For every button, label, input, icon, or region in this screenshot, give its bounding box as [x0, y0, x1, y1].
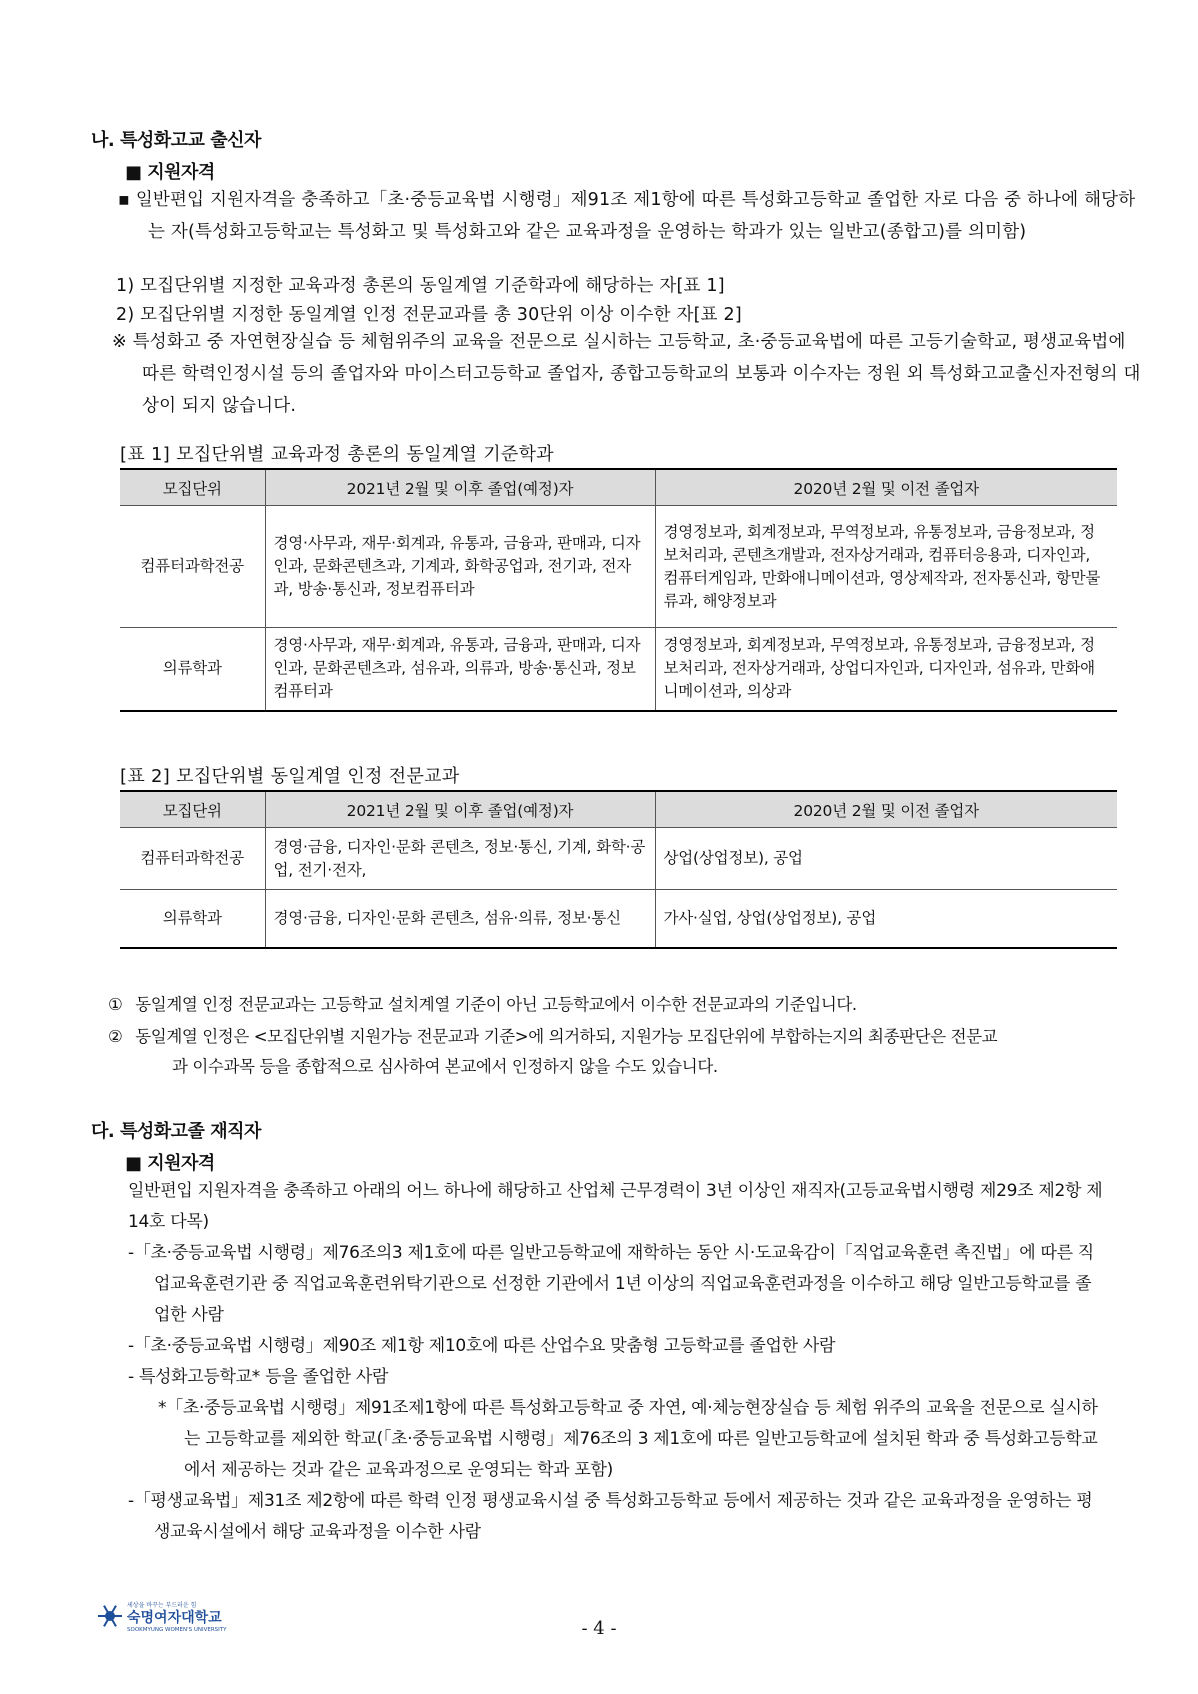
table-cell-unit: 컴퓨터과학전공 [120, 828, 265, 890]
table-cell-after: 경영·금융, 디자인·문화 콘텐츠, 정보·통신, 기계, 화학·공업, 전기·전자, [265, 828, 655, 890]
note-2 [108, 1022, 1118, 1052]
table1-header: 2021년 2월 및 이후 졸업(예정)자 [265, 469, 655, 506]
table-row [120, 628, 1117, 711]
table-cell-unit: 의류학과 [120, 890, 265, 948]
section-title-na: 나. 특성화고교 출신자 [91, 130, 261, 151]
logo-english: SOOKMYUNG WOMEN'S UNIVERSITY [127, 1627, 227, 1633]
table-cell-after: 경영·사무과, 재무·회계과, 유통과, 금융과, 판매과, 디자인과, 문화콘텐츠과, 섬유과, 의류과, 방송·통신과, 정보컴퓨터과 [265, 628, 655, 711]
table2-header: 모집단위 [120, 791, 265, 828]
list-item: - 특성화고등학교* 등을 졸업한 사람 [128, 1367, 389, 1387]
table2 [120, 790, 1117, 949]
section-title-da: 다. 특성화고졸 재직자 [91, 1121, 261, 1142]
note-2-line-2: 과 이수과목 등을 종합적으로 심사하여 본교에서 인정하지 않을 수도 있습니다. [172, 1057, 718, 1076]
section-da-intro: 일반편입 지원자격을 충족하고 아래의 어느 하나에 해당하고 산업체 근무경력이 3년 이상인 재직자(고등교육법시행령 제29조 제2항 제14호 다목) [128, 1181, 1103, 1232]
subsection-eligibility: ■ 지원자격 [125, 162, 215, 183]
note-1-text: 동일계열 인정 전문교과는 고등학교 설치계열 기준이 아닌 고등학교에서 이수한 전문교과의 기준입니다. [135, 995, 857, 1014]
table-cell-after: 경영·금융, 디자인·문화 콘텐츠, 섬유·의류, 정보·통신 [265, 890, 655, 948]
section-da-list [128, 1238, 1103, 1548]
footnote-star: *「초·중등교육법 시행령」제91조제1항에 따른 특성화고등학교 중 자연, 예·체능현장실습 등 체험 위주의 교육을 전문으로 실시하는 고등학교를 제외한 학교(「초·중등교육법 시행령」제76조의 3 제1호에 따른 일반고등학교에 설치된 학과 중 특성화고등학교에서 제공하는 것과 같은 교육과정으로 운영되는 학과 포함) [158, 1398, 1098, 1480]
table-row [120, 890, 1117, 948]
table2-header: 2021년 2월 및 이후 졸업(예정)자 [265, 791, 655, 828]
table-row [120, 506, 1117, 628]
eligibility-bullet: ▪ 일반편입 지원자격을 충족하고「초·중등교육법 시행령」제91조 제1항에 따른 특성화고등학교 졸업한 자로 다음 중 하나에 해당하는 자(특성화고등학교는 특성화고 및 특성화고와 같은 교육과정을 운영하는 학과가 있는 일반고(종합고)를 의미함) [118, 190, 1136, 242]
table-cell-before: 가사·실업, 상업(상업정보), 공업 [655, 890, 1117, 948]
note-2-mark: ② [108, 1027, 123, 1046]
table-cell-unit: 의류학과 [120, 628, 265, 711]
eligibility-item-1: 1) 모집단위별 지정한 교육과정 총론의 동일계열 기준학과에 해당하는 자[표 1] [116, 276, 725, 296]
table2-header-row [120, 791, 1117, 828]
table1-header: 2020년 2월 및 이전 졸업자 [655, 469, 1117, 506]
note-1-mark: ① [108, 995, 123, 1014]
table1-caption: [표 1] 모집단위별 교육과정 총론의 동일계열 기준학과 [120, 444, 554, 465]
eligibility-item-2: 2) 모집단위별 지정한 동일계열 인정 전문교과를 총 30단위 이상 이수한 자[표 2] [116, 305, 742, 325]
list-item: -「초·중등교육법 시행령」제76조의3 제1호에 따른 일반고등학교에 재학하는 동안 시·도교육감이「직업교육훈련 촉진법」에 따른 직업교육훈련기관 중 직업교육훈련위탁기관으로 선정한 기관에서 1년 이상의 직업교육훈련과정을 이수하고 해당 일반고등학교를 졸업한 사람 [128, 1243, 1094, 1325]
logo-tagline: 세상을 바꾸는 부드러운 힘 [127, 1602, 197, 1609]
page-number: - 4 - [581, 1618, 617, 1639]
table-cell-before: 경영정보과, 회계정보과, 무역정보과, 유통정보과, 금융정보과, 정보처리과, 콘텐츠개발과, 전자상거래과, 컴퓨터응용과, 디자인과, 컴퓨터게임과, 만화애니메이션과, 영상제작과, 전자통신과, 항만물류과, 해양정보과 [655, 506, 1117, 628]
table1-header-row [120, 469, 1117, 506]
table-cell-before: 경영정보과, 회계정보과, 무역정보과, 유통정보과, 금융정보과, 정보처리과, 전자상거래과, 상업디자인과, 디자인과, 섬유과, 만화애니메이션과, 의상과 [655, 628, 1117, 711]
subsection-eligibility-da: ■ 지원자격 [125, 1153, 215, 1174]
table-row [120, 828, 1117, 890]
table1-header: 모집단위 [120, 469, 265, 506]
table2-caption: [표 2] 모집단위별 동일계열 인정 전문교과 [120, 766, 460, 787]
eligibility-remark: ※ 특성화고 중 자연현장실습 등 체험위주의 교육을 전문으로 실시하는 고등학교, 초·중등교육법에 따른 고등기술학교, 평생교육법에 따른 학력인정시설 등의 졸업자와 마이스터고등학교 졸업자, 종합고등학교의 보통과 이수자는 정원 외 특성화고교출신자전형의 대상이 되지 않습니다. [112, 332, 1141, 416]
table-cell-before: 상업(상업정보), 공업 [655, 828, 1117, 890]
list-item: -「평생교육법」제31조 제2항에 따른 학력 인정 평생교육시설 중 특성화고등학교 등에서 제공하는 것과 같은 교육과정을 운영하는 평생교육시설에서 해당 교육과정을 이수한 사람 [128, 1491, 1093, 1542]
logo-name: 숙명여자대학교 [127, 1610, 222, 1626]
table1 [120, 468, 1117, 712]
table2-header: 2020년 2월 및 이전 졸업자 [655, 791, 1117, 828]
table-cell-unit: 컴퓨터과학전공 [120, 506, 265, 628]
list-item: -「초·중등교육법 시행령」제90조 제1항 제10호에 따른 산업수요 맞춤형 고등학교를 졸업한 사람 [128, 1336, 836, 1356]
note-2-line-1: 동일계열 인정은 <모집단위별 지원가능 전문교과 기준>에 의거하되, 지원가능 모집단위에 부합하는지의 최종판단은 전문교 [135, 1027, 998, 1046]
note-1 [108, 990, 1118, 1020]
table-cell-after: 경영·사무과, 재무·회계과, 유통과, 금융과, 판매과, 디자인과, 문화콘텐츠과, 기계과, 화학공업과, 전기과, 전자과, 방송·통신과, 정보컴퓨터과 [265, 506, 655, 628]
